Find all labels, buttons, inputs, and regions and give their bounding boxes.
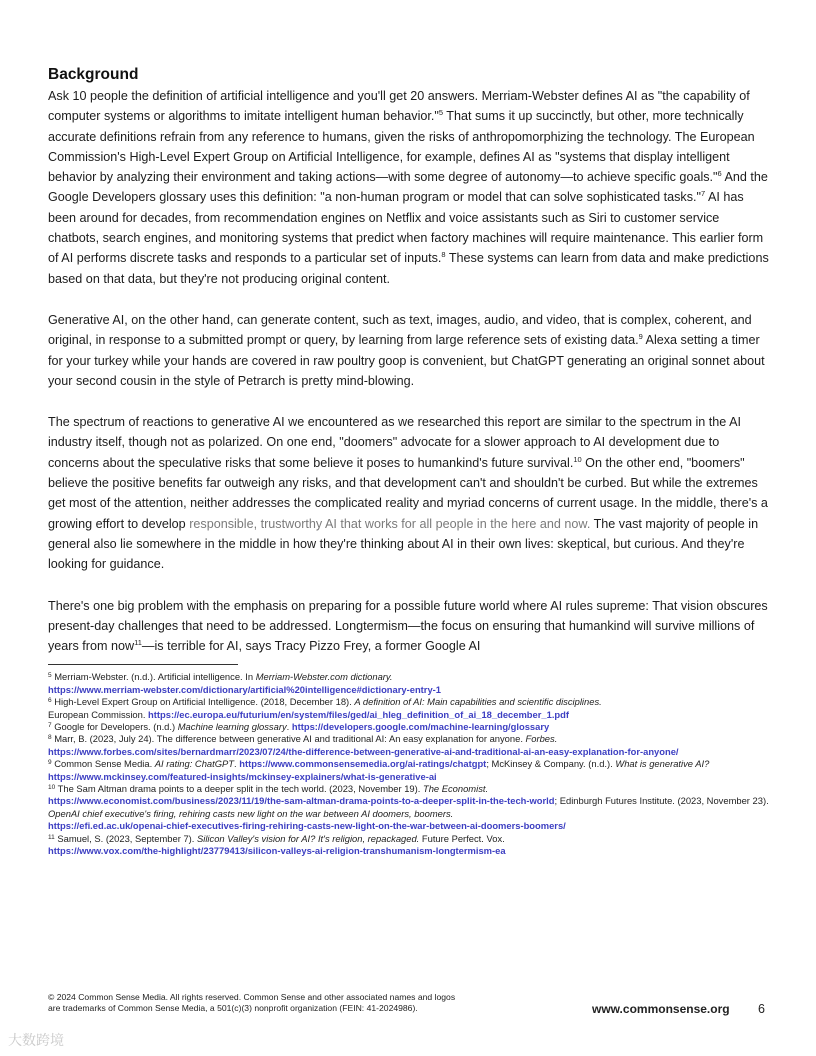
footnote-7: $^7$ Google for Developers. (n.d.) Machine learning glossary. https://developers.google.com/machine-learning/glossary bbox=[48, 721, 550, 733]
footnote-link[interactable]: https://efi.ed.ac.uk/openai-chief-executives-firing-rehiring-casts-new-light-on-the-war-between-ai-doomers-boomers/ bbox=[48, 820, 566, 832]
paragraph-reactions: The spectrum of reactions to generative AI we encountered as we researched this report are similar to the spectrum in the AI industry itself, though not as polarized. On one end, "doomers" advocate for a slower approach to AI development due to concerns about the speculative risks that some believe it poses to humankind's future survival.$^{10}$ On the other end, "boomers" believe the positive benefits far outweigh any risks, and that development can't and shouldn't be curbed. But while the extremes get most of the attention, neither addresses the complicated reality and myriad concerns of current usage. In the middle, there's a growing effort to develop responsible, trustworthy AI that works for all people in the here and now. The vast majority of people in general also lie somewhere in the middle in how they're thinking about AI in their own lives: skeptical, but curious. And they're looking for guidance. bbox=[48, 415, 768, 572]
footnote-link[interactable]: https://www.commonsensemedia.org/ai-ratings/chatgpt bbox=[239, 758, 487, 770]
footnote-ref[interactable]: 9 bbox=[638, 332, 643, 342]
footnote-link[interactable]: https://developers.google.com/machine-learning/glossary bbox=[291, 721, 550, 733]
footnotes bbox=[48, 671, 770, 857]
footnote-10: $^{10}$ The Sam Altman drama points to a deeper split in the tech world. (2023, November 19). The Economist. https://www.economist.com/business/2023/11/19/the-sam-altman-drama-points-to-a-deeper-split-in-the-tech-world; Edinburgh Futures Institute. (2023, November 23). OpenAI chief executive's firing, rehiring casts new light on the war between AI doomers, boomers. https://efi.ed.ac.uk/openai-chief-executives-firing-rehiring-casts-new-light-on-the-war-between-ai-doomers-boomers/ bbox=[48, 783, 769, 832]
muted-phrase: responsible, trustworthy AI that works for all people in the here and now. bbox=[189, 516, 591, 531]
footnote-link[interactable]: https://www.vox.com/the-highlight/23779413/silicon-valleys-ai-religion-transhumanism-longtermism-ea bbox=[48, 845, 506, 857]
footnote-ref[interactable]: 11 bbox=[134, 638, 142, 648]
footnote-divider bbox=[48, 664, 238, 665]
footnote-link[interactable]: https://www.merriam-webster.com/dictionary/artificial%20intelligence#dictionary-entry-1 bbox=[48, 683, 441, 695]
footnote-link[interactable]: https://ec.europa.eu/futurium/en/system/files/ged/ai_hleg_definition_of_ai_18_december_1.pdf bbox=[148, 708, 569, 720]
page-content bbox=[48, 66, 770, 858]
footnote-6: $^6$ High-Level Expert Group on Artificial Intelligence. (2018, December 18). A definition of AI: Main capabilities and scientific disciplines. European Commission. https://ec.europa.eu/futurium/en/system/files/ged/ai_hleg_definition_of_ai_18_december_1.pdf bbox=[48, 696, 602, 720]
footer-website-link[interactable]: www.commonsense.org bbox=[592, 1002, 730, 1016]
paragraph-longtermism: There's one big problem with the emphasis on preparing for a possible future world where AI rules supreme: That vision obscures present-day challenges that need to be addressed. Longtermism—the focus on ensuring that humankind will survive millions of years from now$^{11}$—is terrible for AI, says Tracy Pizzo Frey, a former Google AI bbox=[48, 598, 768, 654]
footer-copyright: © 2024 Common Sense Media. All rights reserved. Common Sense and other associated names and logos are trademarks of Common Sense Media, a 501(c)(3) nonprofit organization (FEIN: 41-2024986). bbox=[48, 992, 456, 1013]
footnote-9: $^9$ Common Sense Media. AI rating: ChatGPT. https://www.commonsensemedia.org/ai-ratings/chatgpt; McKinsey & Company. (n.d.). What is generative AI? https://www.mckinsey.com/featured-insights/mckinsey-explainers/what-is-generative-ai bbox=[48, 758, 710, 782]
footnote-link[interactable]: https://www.mckinsey.com/featured-insights/mckinsey-explainers/what-is-generative-ai bbox=[48, 770, 437, 782]
watermark: 大数跨境 bbox=[8, 1032, 64, 1048]
footnote-11: $^{11}$ Samuel, S. (2023, September 7). Silicon Valley's vision for AI? It's religion, repackaged. Future Perfect. Vox. https://www.vox.com/the-highlight/23779413/silicon-valleys-ai-religion-transhumanism-longtermism-ea bbox=[48, 832, 506, 857]
footnote-ref[interactable]: 10 bbox=[573, 454, 582, 464]
footnote-ref[interactable]: 5 bbox=[438, 108, 444, 118]
footnote-link[interactable]: https://www.forbes.com/sites/bernardmarr/2023/07/24/the-difference-between-generative-ai-and-traditional-ai-an-easy-explanation-for-anyone/ bbox=[48, 745, 679, 757]
paragraph-generative-ai: Generative AI, on the other hand, can generate content, such as text, images, audio, and video, that is complex, coherent, and original, in response to a submitted prompt or query, by learning from large reference sets of existing data.$^9$ Alexa setting a timer for your turkey while your hands are covered in raw poultry goop is convenient, but ChatGPT generating an original sonnet about your second cousin in the style of Petrarch is pretty mind-blowing. bbox=[48, 312, 765, 388]
footnote-link[interactable]: https://www.economist.com/business/2023/11/19/the-sam-altman-drama-points-to-a-deeper-split-in-the-tech-world bbox=[48, 795, 555, 807]
footnote-ref[interactable]: 6 bbox=[717, 169, 722, 179]
section-heading: Background bbox=[48, 66, 139, 83]
footnote-ref[interactable]: 8 bbox=[441, 250, 446, 260]
page-number: 6 bbox=[758, 1002, 765, 1016]
footnote-5: $^5$ Merriam-Webster. (n.d.). Artificial intelligence. In Merriam-Webster.com dictionary. https://www.merriam-webster.com/dictionary/artificial%20intelligence#dictionary-entry-1 bbox=[48, 671, 441, 695]
footnote-8: $^8$ Marr, B. (2023, July 24). The difference between generative AI and traditional AI: An easy explanation for anyone. Forbes. https://www.forbes.com/sites/bernardmarr/2023/07/24/the-difference-between-generative-ai-and-traditional-ai-an-easy-explanation-for-anyone/ bbox=[48, 733, 679, 757]
paragraph-definitions: Ask 10 people the definition of artificial intelligence and you'll get 20 answers. Merriam-Webster defines AI as "the capability of computer systems or algorithms to imitate intelligent human behavior."$^5$ That sums it up succinctly, but other, more technically accurate definitions refrain from any reference to humans, given the risks of anthropomorphizing the technology. The European Commission's High-Level Expert Group on Artificial Intelligence, for example, defines AI as "systems that display intelligent behavior by analyzing their environment and taking actions—with some degree of autonomy—to achieve specific goals."$^6$ And the Google Developers glossary uses this definition: "a non-human program or model that can solve sophisticated tasks."$^7$ AI has been around for decades, from recommendation engines on Netflix and voice assistants such as Siri to customer service chatbots, search engines, and monitoring systems that predict when factory machines will require maintenance. This earlier form of AI performs discrete tasks and responds to a particular set of inputs.$^8$ These systems can learn from data and make predictions based on that data, but they're not producing original content. bbox=[48, 89, 769, 286]
footnote-ref[interactable]: 7 bbox=[700, 189, 706, 199]
